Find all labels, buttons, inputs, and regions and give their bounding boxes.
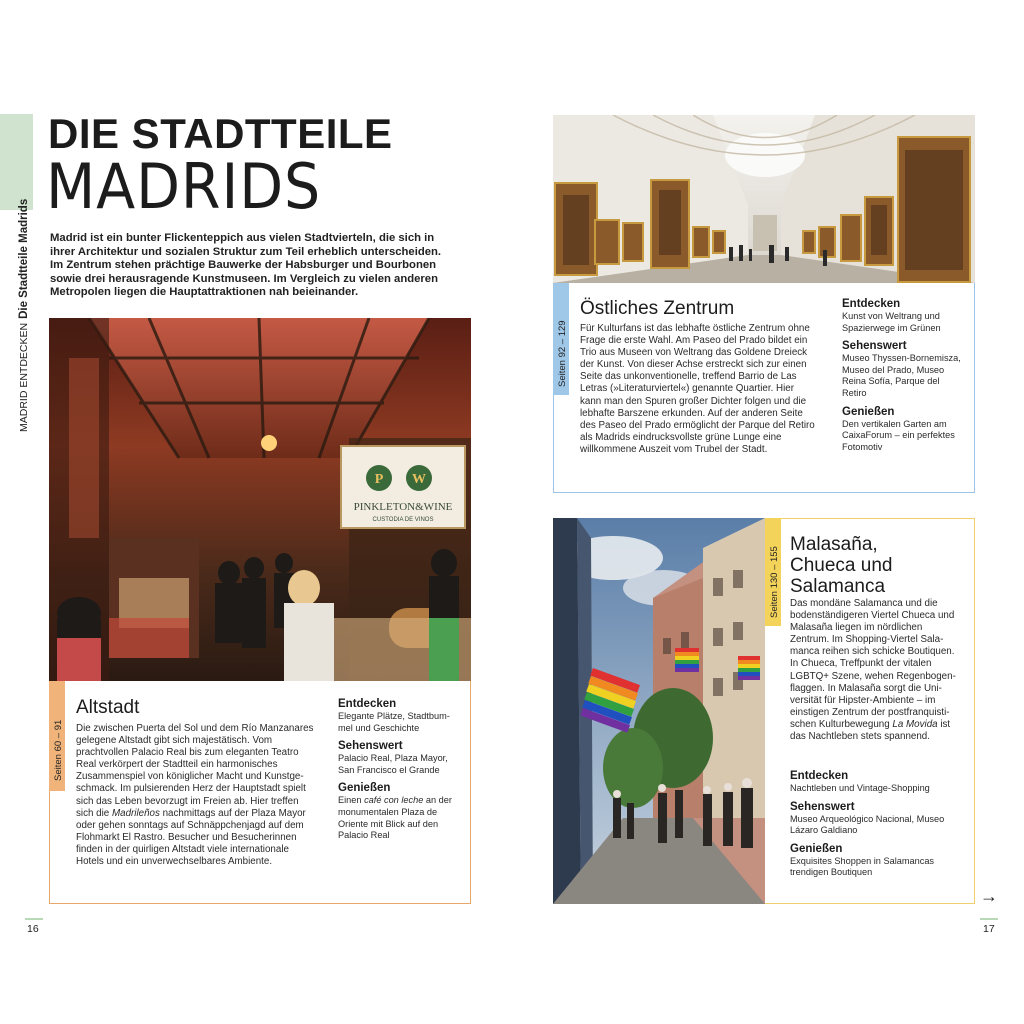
market-hall-photo (49, 318, 471, 681)
oestliches-enjoy-text: Den vertikalen Garten am CaixaForum – ein perfektes Fotomotiv (842, 418, 955, 452)
altstadt-discover-text: Elegante Plätze, Stadtbum-mel und Geschichte (338, 711, 450, 733)
side-running-head (18, 198, 32, 432)
svg-text:P: P (374, 472, 384, 487)
oestliches-zentrum-page-range: Seiten 92 – 129 (557, 320, 568, 387)
oestliches-zentrum-info (842, 297, 962, 453)
altstadt-info (338, 697, 456, 842)
altstadt-body-italic: Madrileños (111, 807, 160, 819)
oestliches-discover-text: Kunst von Weltrang und Spazierwege im Grünen (842, 311, 941, 333)
oestliches-enjoy-heading: Genießen (842, 405, 895, 418)
altstadt-body-part-1: Die zwischen Puerta del Sol und dem Río Manzanares gelegene Altstadt gibt sich majestätisch. Vom prachtvollen Palacio Real bis zum eleganten Teatro Real verkörpert der Stadtteil ein harmonisches Zusammenspiel von königlicher Macht und Kunstge-schmack. Im pulsierenden Herz der Hauptstadt spielt sich das Leben bevorzugt im Freien ab. Hier treffen sich die (76, 723, 314, 819)
malasana-page-range: Seiten 130 – 155 (769, 546, 780, 618)
malasana-enjoy-heading: Genießen (790, 842, 843, 855)
malasana-title-line-1: Malasaña, (790, 534, 878, 555)
malasana-page-tag (765, 518, 781, 626)
malasana-info (790, 769, 962, 879)
page-number-rule-right (980, 918, 998, 920)
malasana-title (790, 534, 892, 597)
altstadt-enjoy-part-2: an der monumentalen Plaza de Oriente mit Blick auf den Palacio Real (338, 795, 452, 841)
altstadt-body-part-2: nachmittags auf der Plaza Mayor oder gehen sonntags auf Schnäppchenjagd auf dem Flohmarkt El Rastro. Besucher und Besucherinnen finden in der quirligen Altstadt viele internationale Hotels und ein unverwechselbares Ambiente. (76, 807, 306, 868)
altstadt-enjoy-part-1: Einen (338, 795, 365, 806)
malasana-sights-text: Museo Arqueológico Nacional, Museo Lázaro Galdiano (790, 813, 945, 836)
side-running-head-category: MADRID ENTDECKEN (18, 322, 30, 432)
altstadt-sights-text: Palacio Real, Plaza Mayor, San Francisco el Grande (338, 753, 448, 775)
altstadt-discover-heading: Entdecken (338, 698, 397, 710)
malasana-title-line-2: Chueca und (790, 555, 893, 576)
malasana-sights-heading: Sehenswert (790, 800, 855, 813)
chueca-street-photo (553, 518, 765, 904)
malasana-body-part-1: Das mondäne Salamanca und die bodenständigeren Viertel Chueca und Malasaña liegen im nördlichen Zentrum. Im Shopping-Viertel Sala-manca reihen sich schicke Boutiquen. In Chueca, Treffpunkt der vitalen LGBTQ+ Szene, wehen Regenbogen-flaggen. In Malasaña sorgt die Uni-versität für Hipster-Ambiente – im einstigen Zentrum der postfranquisti-schen Kulturbewegung (790, 598, 956, 730)
svg-text:CUSTODIA DE VINOS: CUSTODIA DE VINOS (372, 517, 434, 523)
altstadt-page-tag (49, 681, 65, 791)
malasana-title-line-3: Salamanca (790, 576, 886, 597)
page-number-right: 17 (983, 923, 995, 935)
altstadt-enjoy-heading: Genießen (338, 782, 391, 795)
altstadt-body (76, 723, 314, 868)
malasana-discover-text: Nachtleben und Vintage-Shopping (790, 783, 930, 793)
arrow-right-icon[interactable]: → (980, 886, 998, 906)
malasana-body-italic: La Movida (892, 718, 938, 730)
altstadt-sights-heading: Sehenswert (338, 740, 403, 753)
malasana-enjoy-text: Exquisites Shoppen in Salamancas trendigen Boutiquen (790, 855, 935, 878)
prado-gallery-photo (553, 115, 975, 283)
svg-text:W: W (412, 472, 426, 487)
page-number-left: 16 (27, 923, 39, 935)
altstadt-page-range: Seiten 60 – 91 (53, 719, 64, 781)
malasana-body-part-2: ist das Nachtleben stets spannend. (790, 718, 951, 743)
page-title-line-1: DIE STADTTEILE (48, 110, 393, 157)
page-title-line-2: MADRIDS (46, 150, 322, 223)
side-running-head-title: Die Stadtteile Madrids (18, 198, 30, 319)
altstadt-enjoy-text (338, 795, 456, 841)
svg-text:PINKLETON&WINE: PINKLETON&WINE (353, 501, 453, 513)
intro-paragraph: Madrid ist ein bunter Flickenteppich aus vielen Stadtvierteln, die sich in ihrer Architektur und sozialen Struktur zum Teil erheblich unterscheiden. Im Zentrum stehen prächtige Bauwerke der Habsburger und Bourbonen sowie drei herausragende Kunstmuseen. Im Vergleich zu vielen anderen Metropolen liegen die Hauptattraktionen nah beieinander. (50, 232, 442, 299)
oestliches-discover-heading: Entdecken (842, 298, 901, 310)
oestliches-zentrum-page-tag (553, 283, 569, 395)
malasana-discover-heading: Entdecken (790, 770, 849, 782)
section-color-tab (0, 114, 33, 210)
page-number-rule-left (25, 918, 43, 920)
altstadt-title: Altstadt (76, 697, 140, 718)
malasana-body (790, 598, 962, 743)
oestliches-sights-heading: Sehenswert (842, 340, 907, 353)
oestliches-zentrum-body: Für Kulturfans ist das lebhafte östliche Zentrum ohne Frage die erste Wahl. Am Paseo del Prado bildet ein Trio aus Museen von Weltrang das Goldene Dreieck der Kunst. Von dieser Achse erstreckt sich zur einen Seite das unkonventionelle, treffend Barrio de Las Letras (»Literaturviertel«) genannte Quartier. Hier kann man den Spuren großer Dichter folgen und die lebhafte Barszene erkunden. Auf der anderen Seite des Paseo del Prado ermöglicht der Parque del Retiro als Madrids eindrucksvollste grüne Lunge eine willkommene Auszeit vom Trubel der Stadt. (580, 323, 815, 455)
altstadt-enjoy-italic: café con leche (364, 795, 424, 806)
oestliches-zentrum-title: Östliches Zentrum (580, 298, 735, 319)
oestliches-sights-text: Museo Thyssen-Bornemisza, Museo del Prado, Museo Reina Sofía, Parque del Retiro (842, 353, 961, 398)
